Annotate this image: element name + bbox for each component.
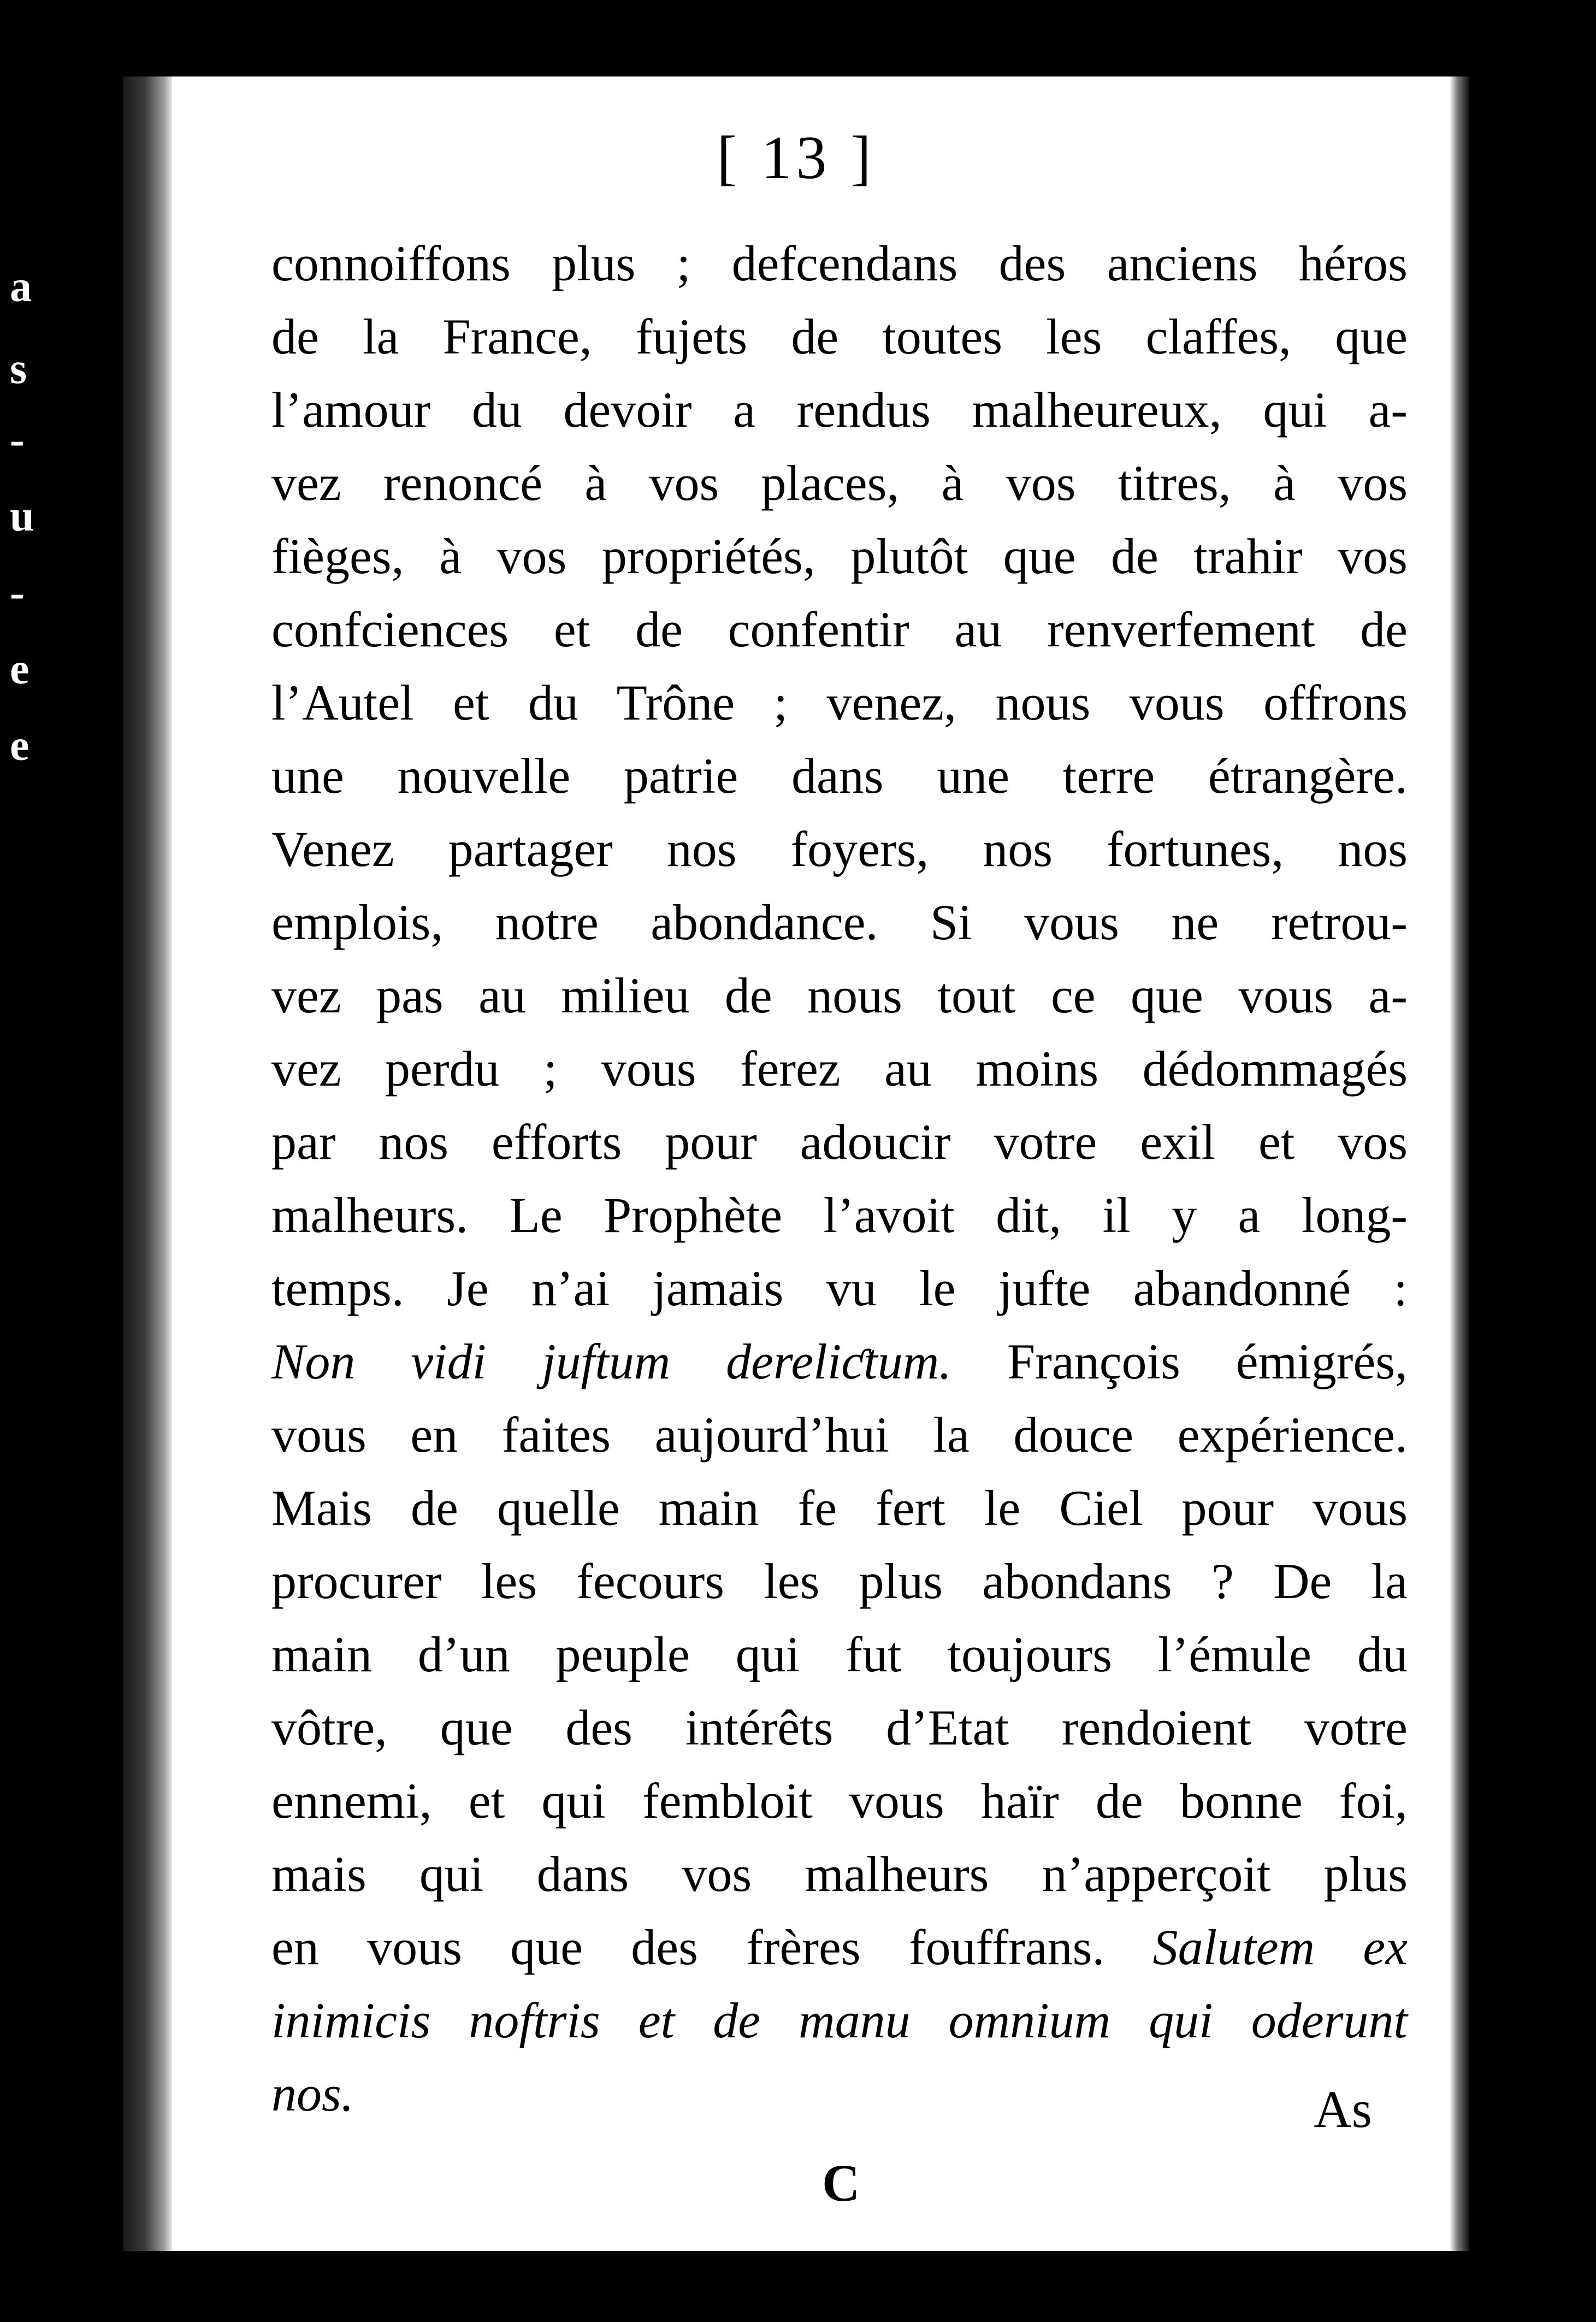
text-line: Mais de quelle main fe fert le Ciel pour vous bbox=[271, 1480, 1408, 1536]
text-line: vez pas au milieu de nous tout ce que vous a- bbox=[271, 968, 1408, 1023]
text-line: fièges, à vos propriétés, plutôt que de trahir vos bbox=[271, 528, 1408, 584]
text-line: de la France, fujets de toutes les claffes, que bbox=[271, 309, 1408, 364]
italic-segment: Salutem ex bbox=[1152, 1919, 1408, 1975]
text-line: par nos efforts pour adoucir votre exil et vos bbox=[271, 1114, 1408, 1170]
text-line: confciences et de confentir au renverfement de bbox=[271, 602, 1408, 657]
text-line: connoiffons plus ; defcendans des anciens héros bbox=[271, 235, 1408, 291]
text-line: Venez partager nos foyers, nos fortunes, nos bbox=[271, 821, 1408, 877]
text-line: vôtre, que des intérêts d’Etat rendoient votre bbox=[271, 1700, 1408, 1755]
text-line: vous en faites aujourd’hui la douce expérience. bbox=[271, 1407, 1408, 1463]
text-line: vez perdu ; vous ferez au moins dédommagés bbox=[271, 1041, 1408, 1097]
catchword: As bbox=[1314, 2080, 1372, 2138]
book-page bbox=[123, 76, 1469, 2251]
text-line: l’Autel et du Trône ; venez, nous vous offrons bbox=[271, 675, 1408, 730]
margin-fragment: u bbox=[10, 492, 34, 540]
text-segment: en vous que des frères fouffrans. bbox=[271, 1919, 1153, 1975]
text-line: inimicis noftris et de manu omnium qui oderunt bbox=[271, 1993, 1408, 2048]
signature-mark: C bbox=[822, 2154, 860, 2212]
text-line: procurer les fecours les plus abondans ? De la bbox=[271, 1553, 1408, 1609]
page-number-header: [ 13 ] bbox=[717, 124, 876, 192]
text-line: nos. bbox=[271, 2066, 354, 2121]
margin-fragment: a bbox=[10, 263, 32, 311]
italic-segment: Non vidi juftum dereliƈtum. bbox=[271, 1334, 952, 1389]
adjacent-page-fragments bbox=[0, 164, 49, 929]
margin-fragment: - bbox=[10, 569, 25, 617]
text-line: ennemi, et qui fembloit vous haïr de bonne foi, bbox=[271, 1773, 1408, 1829]
text-line: temps. Je n’ai jamais vu le jufte abandonné : bbox=[271, 1260, 1408, 1316]
margin-fragment: s bbox=[10, 345, 27, 393]
text-line: malheurs. Le Prophète l’avoit dit, il y a long- bbox=[271, 1187, 1408, 1243]
margin-fragment: e bbox=[10, 722, 29, 770]
body-text bbox=[271, 227, 1408, 2130]
text-line: mais qui dans vos malheurs n’apperçoit plus bbox=[271, 1846, 1408, 1902]
text-line bbox=[271, 1911, 1408, 1984]
text-line: une nouvelle patrie dans une terre étrangère. bbox=[271, 748, 1408, 804]
text-line: l’amour du devoir a rendus malheureux, qui a- bbox=[271, 382, 1408, 438]
text-line bbox=[271, 1325, 1408, 1398]
margin-fragment: e bbox=[10, 645, 29, 693]
text-line: main d’un peuple qui fut toujours l’émule du bbox=[271, 1626, 1408, 1682]
text-segment: François émigrés, bbox=[951, 1334, 1408, 1389]
margin-fragment: - bbox=[10, 416, 25, 464]
text-line: vez renoncé à vos places, à vos titres, à vos bbox=[271, 455, 1408, 511]
text-line: emplois, notre abondance. Si vous ne retrou- bbox=[271, 894, 1408, 950]
